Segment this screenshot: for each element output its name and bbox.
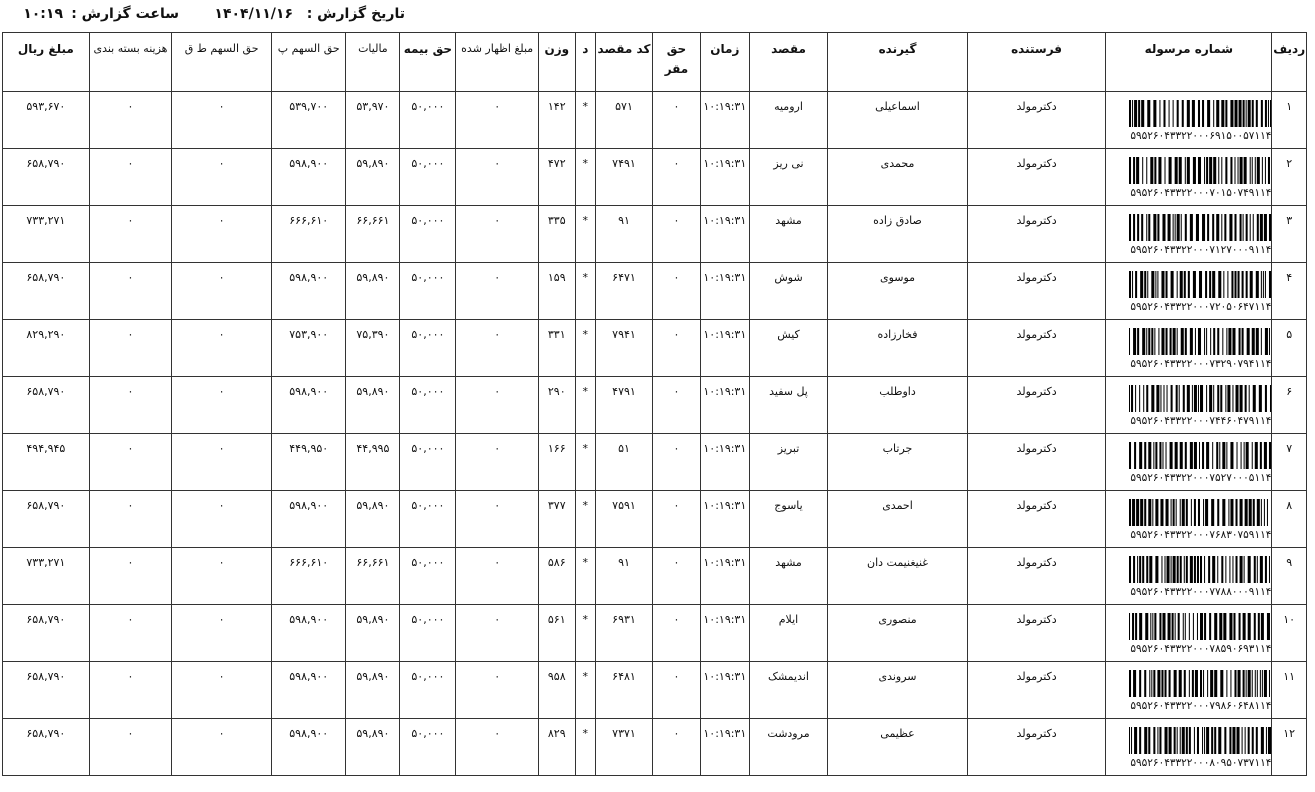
cell-share-p: ۵۹۸,۹۰۰ (272, 491, 346, 548)
cell-time: ۱۰:۱۹:۳۱ (700, 320, 749, 377)
cell-packing-cost: ۰ (89, 92, 172, 149)
cell-amount-rial: ۵۹۳,۶۷۰ (3, 92, 90, 149)
barcode-image (1129, 328, 1271, 355)
cell-receiver: محمدی (828, 149, 968, 206)
cell-share-tq: ۰ (172, 548, 272, 605)
cell-share-p: ۷۵۳,۹۰۰ (272, 320, 346, 377)
col-header-base-fee: حق مقر (653, 33, 701, 92)
cell-weight: ۴۷۲ (538, 149, 575, 206)
cell-base-fee: ۰ (653, 149, 701, 206)
cell-d: * (575, 491, 595, 548)
cell-base-fee: ۰ (653, 605, 701, 662)
cell-destination-code: ۶۴۷۱ (595, 263, 652, 320)
cell-sender: دکترمولد (967, 206, 1106, 263)
cell-packing-cost: ۰ (89, 434, 172, 491)
cell-share-p: ۵۹۸,۹۰۰ (272, 605, 346, 662)
cell-base-fee: ۰ (653, 434, 701, 491)
col-header-packing-cost: هزینه بسته بندی (89, 33, 172, 92)
parcel-number-text: ۵۹۵۲۶۰۴۳۳۲۲۰۰۰۸۰۹۵۰۷۳۷۱۱۴ (1130, 757, 1272, 769)
cell-share-tq: ۰ (172, 206, 272, 263)
cell-declared-amount: ۰ (456, 320, 539, 377)
table-row (3, 605, 1307, 662)
cell-amount-rial: ۶۵۸,۷۹۰ (3, 377, 90, 434)
cell-packing-cost: ۰ (89, 206, 172, 263)
cell-base-fee: ۰ (653, 377, 701, 434)
cell-row-index: ۲ (1272, 149, 1307, 206)
cell-parcel-number (1106, 491, 1272, 548)
cell-d: * (575, 263, 595, 320)
cell-d: * (575, 548, 595, 605)
parcel-number-text: ۵۹۵۲۶۰۴۳۳۲۲۰۰۰۷۹۸۶۰۶۴۸۱۱۴ (1130, 700, 1272, 712)
col-header-tax: مالیات (346, 33, 400, 92)
cell-base-fee: ۰ (653, 206, 701, 263)
barcode-image (1129, 157, 1271, 184)
cell-packing-cost: ۰ (89, 662, 172, 719)
cell-receiver: منصوری (828, 605, 968, 662)
cell-share-tq: ۰ (172, 719, 272, 776)
cell-sender: دکترمولد (967, 92, 1106, 149)
cell-amount-rial: ۶۵۸,۷۹۰ (3, 605, 90, 662)
cell-share-tq: ۰ (172, 434, 272, 491)
cell-packing-cost: ۰ (89, 263, 172, 320)
cell-declared-amount: ۰ (456, 662, 539, 719)
cell-d: * (575, 605, 595, 662)
cell-weight: ۳۳۵ (538, 206, 575, 263)
cell-time: ۱۰:۱۹:۳۱ (700, 491, 749, 548)
cell-amount-rial: ۶۵۸,۷۹۰ (3, 263, 90, 320)
table-row (3, 719, 1307, 776)
cell-share-p: ۶۶۶,۶۱۰ (272, 548, 346, 605)
cell-share-tq: ۰ (172, 377, 272, 434)
cell-destination-code: ۹۱ (595, 548, 652, 605)
parcel-number-text: ۵۹۵۲۶۰۴۳۳۲۲۰۰۰۶۹۱۵۰۰۵۷۱۱۴ (1130, 130, 1272, 142)
cell-declared-amount: ۰ (456, 605, 539, 662)
cell-insurance: ۵۰,۰۰۰ (400, 92, 456, 149)
cell-base-fee: ۰ (653, 719, 701, 776)
cell-declared-amount: ۰ (456, 548, 539, 605)
cell-parcel-number (1106, 92, 1272, 149)
cell-sender: دکترمولد (967, 263, 1106, 320)
cell-parcel-number (1106, 206, 1272, 263)
cell-share-tq: ۰ (172, 491, 272, 548)
barcode-image (1129, 499, 1271, 526)
cell-destination: تبریز (749, 434, 827, 491)
parcel-number-text: ۵۹۵۲۶۰۴۳۳۲۲۰۰۰۷۵۲۷۰۰۰۵۱۱۴ (1130, 472, 1272, 484)
barcode-image (1129, 100, 1271, 127)
parcel-number-text: ۵۹۵۲۶۰۴۳۳۲۲۰۰۰۷۴۴۶۰۴۷۹۱۱۴ (1130, 415, 1272, 427)
cell-sender: دکترمولد (967, 491, 1106, 548)
col-header-weight: وزن (538, 33, 575, 92)
cell-d: * (575, 662, 595, 719)
cell-row-index: ۱۱ (1272, 662, 1307, 719)
cell-row-index: ۱۲ (1272, 719, 1307, 776)
cell-destination-code: ۷۳۷۱ (595, 719, 652, 776)
cell-base-fee: ۰ (653, 491, 701, 548)
cell-insurance: ۵۰,۰۰۰ (400, 149, 456, 206)
cell-insurance: ۵۰,۰۰۰ (400, 605, 456, 662)
barcode-image (1129, 271, 1271, 298)
cell-receiver: موسوی (828, 263, 968, 320)
cell-row-index: ۶ (1272, 377, 1307, 434)
cell-receiver: جرتاب (828, 434, 968, 491)
cell-d: * (575, 92, 595, 149)
report-date-label: تاریخ گزارش : (306, 6, 405, 22)
cell-insurance: ۵۰,۰۰۰ (400, 491, 456, 548)
cell-receiver: فخارزاده (828, 320, 968, 377)
cell-share-tq: ۰ (172, 263, 272, 320)
cell-insurance: ۵۰,۰۰۰ (400, 206, 456, 263)
cell-amount-rial: ۸۲۹,۲۹۰ (3, 320, 90, 377)
cell-d: * (575, 719, 595, 776)
report-time-value: ۱۰:۱۹ (23, 6, 63, 22)
table-header-row (3, 33, 1307, 92)
cell-base-fee: ۰ (653, 263, 701, 320)
cell-parcel-number (1106, 719, 1272, 776)
cell-time: ۱۰:۱۹:۳۱ (700, 206, 749, 263)
cell-destination-code: ۴۷۹۱ (595, 377, 652, 434)
table-row (3, 548, 1307, 605)
cell-sender: دکترمولد (967, 434, 1106, 491)
cell-packing-cost: ۰ (89, 719, 172, 776)
cell-parcel-number (1106, 149, 1272, 206)
cell-share-tq: ۰ (172, 662, 272, 719)
cell-declared-amount: ۰ (456, 92, 539, 149)
table-row (3, 263, 1307, 320)
cell-parcel-number (1106, 548, 1272, 605)
cell-amount-rial: ۶۵۸,۷۹۰ (3, 719, 90, 776)
cell-amount-rial: ۷۳۳,۲۷۱ (3, 206, 90, 263)
cell-destination-code: ۷۵۹۱ (595, 491, 652, 548)
cell-weight: ۵۸۶ (538, 548, 575, 605)
cell-share-p: ۵۹۸,۹۰۰ (272, 377, 346, 434)
cell-row-index: ۳ (1272, 206, 1307, 263)
cell-share-p: ۵۹۸,۹۰۰ (272, 662, 346, 719)
table-row (3, 377, 1307, 434)
cell-packing-cost: ۰ (89, 605, 172, 662)
cell-d: * (575, 434, 595, 491)
parcel-number-text: ۵۹۵۲۶۰۴۳۳۲۲۰۰۰۷۳۲۹۰۷۹۴۱۱۴ (1130, 358, 1272, 370)
table-body (3, 92, 1307, 776)
cell-destination-code: ۷۴۹۱ (595, 149, 652, 206)
cell-declared-amount: ۰ (456, 719, 539, 776)
cell-share-p: ۶۶۶,۶۱۰ (272, 206, 346, 263)
cell-d: * (575, 206, 595, 263)
cell-destination: مرودشت (749, 719, 827, 776)
cell-share-tq: ۰ (172, 149, 272, 206)
parcel-number-text: ۵۹۵۲۶۰۴۳۳۲۲۰۰۰۷۰۱۵۰۷۴۹۱۱۴ (1130, 187, 1272, 199)
col-header-sender: فرستنده (967, 33, 1106, 92)
table-row (3, 320, 1307, 377)
cell-row-index: ۱ (1272, 92, 1307, 149)
cell-receiver: غنیغنیمت دان (828, 548, 968, 605)
cell-weight: ۵۶۱ (538, 605, 575, 662)
cell-receiver: عظیمی (828, 719, 968, 776)
parcel-number-text: ۵۹۵۲۶۰۴۳۳۲۲۰۰۰۷۲۰۵۰۶۴۷۱۱۴ (1130, 301, 1272, 313)
cell-insurance: ۵۰,۰۰۰ (400, 548, 456, 605)
cell-weight: ۹۵۸ (538, 662, 575, 719)
table-row (3, 149, 1307, 206)
cell-weight: ۱۶۶ (538, 434, 575, 491)
cell-destination: ایلام (749, 605, 827, 662)
cell-weight: ۱۵۹ (538, 263, 575, 320)
cell-packing-cost: ۰ (89, 548, 172, 605)
cell-insurance: ۵۰,۰۰۰ (400, 263, 456, 320)
parcel-number-text: ۵۹۵۲۶۰۴۳۳۲۲۰۰۰۷۸۵۹۰۶۹۳۱۱۴ (1130, 643, 1272, 655)
cell-tax: ۴۴,۹۹۵ (346, 434, 400, 491)
cell-share-tq: ۰ (172, 320, 272, 377)
parcel-number-text: ۵۹۵۲۶۰۴۳۳۲۲۰۰۰۷۷۸۸۰۰۰۹۱۱۴ (1130, 586, 1272, 598)
cell-destination: مشهد (749, 206, 827, 263)
cell-sender: دکترمولد (967, 377, 1106, 434)
cell-time: ۱۰:۱۹:۳۱ (700, 662, 749, 719)
cell-time: ۱۰:۱۹:۳۱ (700, 92, 749, 149)
cell-destination: نی ریز (749, 149, 827, 206)
cell-receiver: احمدی (828, 491, 968, 548)
col-header-share-tq: حق السهم ط ق (172, 33, 272, 92)
cell-base-fee: ۰ (653, 548, 701, 605)
cell-parcel-number (1106, 434, 1272, 491)
cell-destination: ارومیه (749, 92, 827, 149)
cell-weight: ۸۲۹ (538, 719, 575, 776)
cell-share-p: ۵۹۸,۹۰۰ (272, 719, 346, 776)
cell-time: ۱۰:۱۹:۳۱ (700, 548, 749, 605)
cell-parcel-number (1106, 320, 1272, 377)
cell-insurance: ۵۰,۰۰۰ (400, 377, 456, 434)
parcel-number-text: ۵۹۵۲۶۰۴۳۳۲۲۰۰۰۷۱۲۷۰۰۰۹۱۱۴ (1130, 244, 1272, 256)
cell-amount-rial: ۶۵۸,۷۹۰ (3, 662, 90, 719)
cell-d: * (575, 377, 595, 434)
barcode-image (1129, 727, 1271, 754)
cell-destination-code: ۹۱ (595, 206, 652, 263)
cell-base-fee: ۰ (653, 320, 701, 377)
cell-tax: ۵۹,۸۹۰ (346, 377, 400, 434)
cell-time: ۱۰:۱۹:۳۱ (700, 605, 749, 662)
col-header-declared-amount: مبلغ اظهار شده (456, 33, 539, 92)
cell-destination: اندیمشک (749, 662, 827, 719)
cell-sender: دکترمولد (967, 149, 1106, 206)
cell-packing-cost: ۰ (89, 377, 172, 434)
cell-weight: ۲۹۰ (538, 377, 575, 434)
cell-sender: دکترمولد (967, 605, 1106, 662)
cell-sender: دکترمولد (967, 662, 1106, 719)
cell-declared-amount: ۰ (456, 491, 539, 548)
barcode-image (1129, 613, 1271, 640)
cell-declared-amount: ۰ (456, 434, 539, 491)
cell-row-index: ۵ (1272, 320, 1307, 377)
col-header-destination: مقصد (749, 33, 827, 92)
cell-row-index: ۱۰ (1272, 605, 1307, 662)
barcode-image (1129, 670, 1271, 697)
cell-packing-cost: ۰ (89, 491, 172, 548)
cell-declared-amount: ۰ (456, 263, 539, 320)
cell-d: * (575, 320, 595, 377)
cell-time: ۱۰:۱۹:۳۱ (700, 149, 749, 206)
col-header-time: زمان (700, 33, 749, 92)
cell-base-fee: ۰ (653, 92, 701, 149)
col-header-row-index: ردیف (1272, 33, 1307, 92)
col-header-receiver: گیرنده (828, 33, 968, 92)
cell-base-fee: ۰ (653, 662, 701, 719)
report-date-value: ۱۴۰۴/۱۱/۱۶ (214, 6, 293, 22)
cell-parcel-number (1106, 605, 1272, 662)
table-row (3, 491, 1307, 548)
cell-parcel-number (1106, 662, 1272, 719)
cell-row-index: ۸ (1272, 491, 1307, 548)
cell-receiver: سروندی (828, 662, 968, 719)
cell-receiver: اسماعیلی (828, 92, 968, 149)
cell-parcel-number (1106, 263, 1272, 320)
cell-destination-code: ۶۹۳۱ (595, 605, 652, 662)
cell-insurance: ۵۰,۰۰۰ (400, 320, 456, 377)
cell-declared-amount: ۰ (456, 149, 539, 206)
cell-weight: ۳۳۱ (538, 320, 575, 377)
col-header-share-p: حق السهم پ (272, 33, 346, 92)
cell-time: ۱۰:۱۹:۳۱ (700, 719, 749, 776)
cell-weight: ۱۴۲ (538, 92, 575, 149)
col-header-amount-rial: مبلغ ریال (3, 33, 90, 92)
cell-tax: ۵۹,۸۹۰ (346, 149, 400, 206)
table-row (3, 206, 1307, 263)
cell-share-p: ۵۹۸,۹۰۰ (272, 149, 346, 206)
cell-row-index: ۴ (1272, 263, 1307, 320)
cell-tax: ۷۵,۳۹۰ (346, 320, 400, 377)
cell-time: ۱۰:۱۹:۳۱ (700, 434, 749, 491)
barcode-image (1129, 556, 1271, 583)
cell-share-tq: ۰ (172, 92, 272, 149)
cell-destination-code: ۶۴۸۱ (595, 662, 652, 719)
parcel-number-text: ۵۹۵۲۶۰۴۳۳۲۲۰۰۰۷۶۸۳۰۷۵۹۱۱۴ (1130, 529, 1272, 541)
table-row (3, 434, 1307, 491)
cell-share-p: ۵۹۸,۹۰۰ (272, 263, 346, 320)
table-row (3, 662, 1307, 719)
cell-share-tq: ۰ (172, 605, 272, 662)
cell-time: ۱۰:۱۹:۳۱ (700, 263, 749, 320)
cell-declared-amount: ۰ (456, 377, 539, 434)
cell-tax: ۵۹,۸۹۰ (346, 719, 400, 776)
cell-insurance: ۵۰,۰۰۰ (400, 434, 456, 491)
cell-weight: ۳۷۷ (538, 491, 575, 548)
cell-sender: دکترمولد (967, 548, 1106, 605)
table-row (3, 92, 1307, 149)
cell-destination: مشهد (749, 548, 827, 605)
report-time-label: ساعت گزارش : (71, 6, 179, 22)
col-header-destination-code: کد مقصد (595, 33, 652, 92)
cell-parcel-number (1106, 377, 1272, 434)
cell-declared-amount: ۰ (456, 206, 539, 263)
cell-destination-code: ۷۹۴۱ (595, 320, 652, 377)
cell-amount-rial: ۶۵۸,۷۹۰ (3, 491, 90, 548)
cell-packing-cost: ۰ (89, 149, 172, 206)
col-header-parcel-number: شماره مرسوله (1106, 33, 1272, 92)
cell-sender: دکترمولد (967, 320, 1106, 377)
cell-destination-code: ۵۱ (595, 434, 652, 491)
cell-time: ۱۰:۱۹:۳۱ (700, 377, 749, 434)
cell-amount-rial: ۴۹۴,۹۴۵ (3, 434, 90, 491)
cell-tax: ۵۹,۸۹۰ (346, 491, 400, 548)
cell-tax: ۵۹,۸۹۰ (346, 605, 400, 662)
cell-tax: ۵۹,۸۹۰ (346, 662, 400, 719)
cell-tax: ۵۳,۹۷۰ (346, 92, 400, 149)
cell-destination: کیش (749, 320, 827, 377)
col-header-d: د (575, 33, 595, 92)
cell-sender: دکترمولد (967, 719, 1106, 776)
cell-d: * (575, 149, 595, 206)
barcode-image (1129, 214, 1271, 241)
cell-amount-rial: ۶۵۸,۷۹۰ (3, 149, 90, 206)
cell-row-index: ۷ (1272, 434, 1307, 491)
cell-destination: پل سفید (749, 377, 827, 434)
cell-destination-code: ۵۷۱ (595, 92, 652, 149)
cell-tax: ۶۶,۶۶۱ (346, 548, 400, 605)
col-header-insurance: حق بیمه (400, 33, 456, 92)
barcode-image (1129, 442, 1271, 469)
cell-tax: ۵۹,۸۹۰ (346, 263, 400, 320)
cell-receiver: داوطلب (828, 377, 968, 434)
shipment-report-table (2, 32, 1307, 776)
cell-tax: ۶۶,۶۶۱ (346, 206, 400, 263)
cell-receiver: صادق زاده (828, 206, 968, 263)
cell-amount-rial: ۷۳۳,۲۷۱ (3, 548, 90, 605)
cell-insurance: ۵۰,۰۰۰ (400, 719, 456, 776)
cell-share-p: ۵۳۹,۷۰۰ (272, 92, 346, 149)
cell-insurance: ۵۰,۰۰۰ (400, 662, 456, 719)
cell-packing-cost: ۰ (89, 320, 172, 377)
cell-row-index: ۹ (1272, 548, 1307, 605)
cell-share-p: ۴۴۹,۹۵۰ (272, 434, 346, 491)
cell-destination: یاسوج (749, 491, 827, 548)
cell-destination: شوش (749, 263, 827, 320)
barcode-image (1129, 385, 1271, 412)
